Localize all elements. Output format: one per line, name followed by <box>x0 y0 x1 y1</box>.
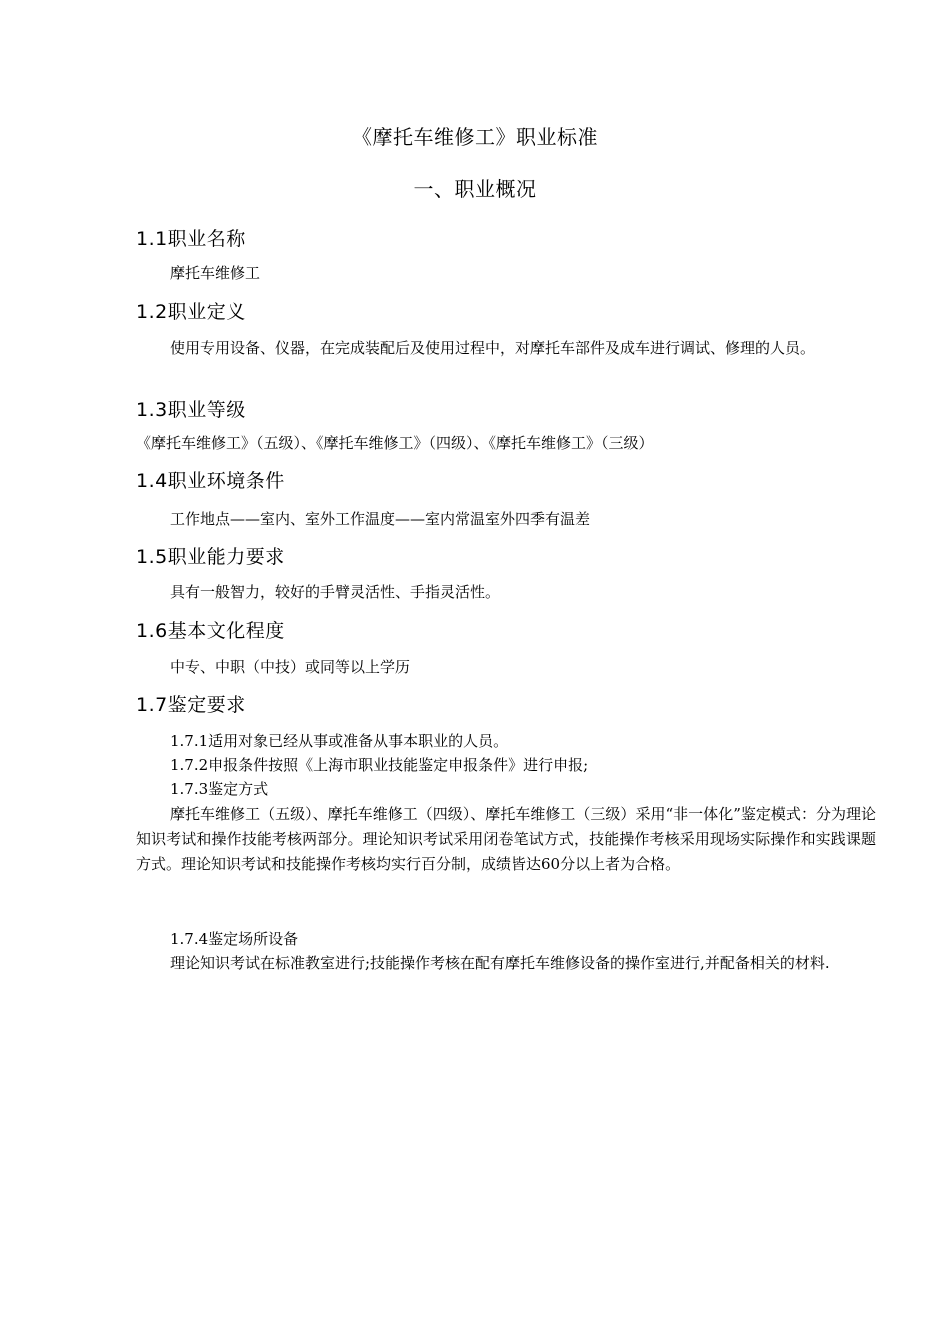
section-text-1-2: 使用专用设备、仪器，在完成装配后及使用过程中，对摩托车部件及成车进行调试、修理的人员。 <box>170 339 816 357</box>
section-text-1-6: 中专、中职（中技）或同等以上学历 <box>170 658 411 676</box>
section-text-1-3: 《摩托车维修工》（五级）、《摩托车维修工》（四级）、《摩托车维修工》（三级） <box>136 434 654 452</box>
subsection-1-7-4-text: 理论知识考试在标准教室进行;技能操作考核在配有摩托车维修设备的操作室进行,并配备相关的材料. <box>170 954 830 972</box>
chapter-heading: 一、职业概况 <box>413 177 537 201</box>
section-text-1-4: 工作地点——室内、室外工作温度——室内常温室外四季有温差 <box>170 510 591 528</box>
section-heading-1-3: 1.3职业等级 <box>136 399 246 421</box>
section-text-1-5: 具有一般智力，较好的手臂灵活性、手指灵活性。 <box>170 583 501 601</box>
section-text-1-1: 摩托车维修工 <box>170 264 261 282</box>
section-heading-1-6: 1.6基本文化程度 <box>136 620 285 642</box>
document-title: 《摩托车维修工》职业标准 <box>352 125 598 149</box>
section-heading-1-4: 1.4职业环境条件 <box>136 470 285 492</box>
subsection-1-7-1: 1.7.1适用对象已经从事或准备从事本职业的人员。 <box>170 732 509 750</box>
section-heading-1-7: 1.7鉴定要求 <box>136 694 246 716</box>
subsection-1-7-4: 1.7.4鉴定场所设备 <box>170 930 299 948</box>
section-heading-1-2: 1.2职业定义 <box>136 301 246 323</box>
subsection-1-7-3-text: 摩托车维修工（五级）、摩托车维修工（四级）、摩托车维修工（三级）采用“非一体化”鉴定模式：分为理论知识考试和操作技能考核两部分。理论知识考试采用闭卷笔试方式，技能操作考核采用现场实际操作和实践课题方式。理论知识考试和技能操作考核均实行百分制，成绩皆达60分以上者为合格。 <box>136 805 876 873</box>
section-heading-1-1: 1.1职业名称 <box>136 228 246 250</box>
section-heading-1-5: 1.5职业能力要求 <box>136 546 285 568</box>
subsection-1-7-2: 1.7.2申报条件按照《上海市职业技能鉴定申报条件》进行申报; <box>170 756 589 774</box>
subsection-1-7-3: 1.7.3鉴定方式 <box>170 780 269 798</box>
